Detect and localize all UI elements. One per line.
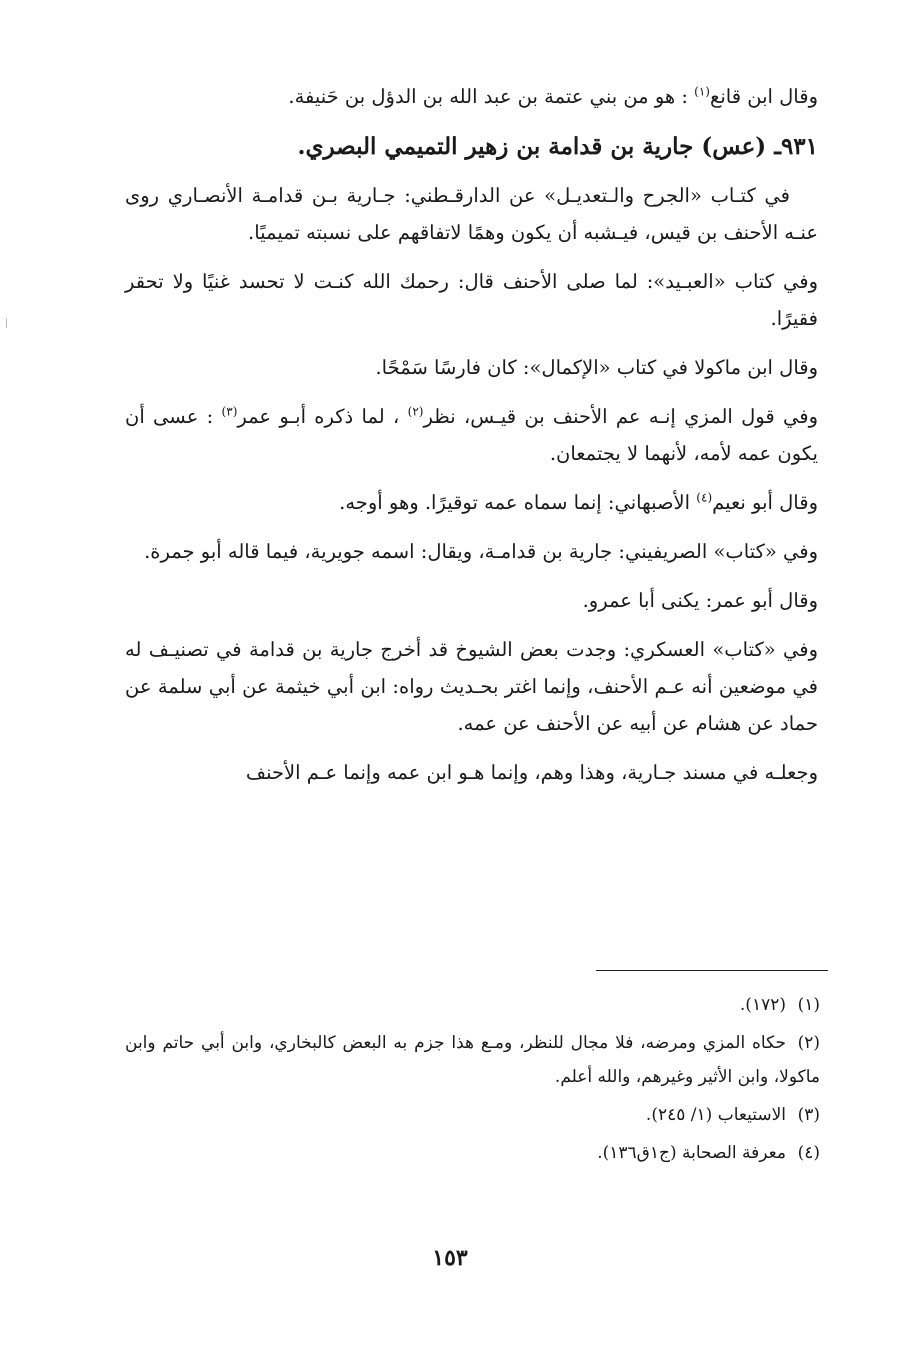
paragraph-abu-umar: وقال أبو عمر: يكنى أبا عمرو. (582, 589, 818, 612)
paragraph-ibn-makula: وقال ابن ماكولا في كتاب «الإكمال»: كان فارسًا سَمْحًا. (375, 356, 818, 379)
footnote-ref-3: (٣) (221, 404, 238, 419)
main-text (125, 78, 818, 803)
paragraph-askari: وفي «كتاب» العسكري: وجدت بعض الشيوخ قد أخرج جارية بن قدامة في تصنيـف له في موضعين أنه عـم الأحنف، وإنما اغتر بحـديث رواه: ابن أبي خيثمة عن أبي سلمة عن حماد عن هشام عن أبيه عن الأحنف عن عمه. (125, 638, 818, 735)
footnote-3 (125, 1098, 820, 1132)
footnote-text: الاستيعاب (١/ ٢٤٥). (645, 1105, 786, 1125)
paragraph-mizzi (125, 398, 818, 472)
paragraph-sarifini: وفي «كتاب» الصريفيني: جارية بن قدامـة، ويقال: اسمه جويرية، فيما قاله أبو جمرة. (144, 540, 818, 563)
paragraph-text: : هو من بني عتمة بن عبد الله بن الدؤل بن حَنيفة. (288, 85, 695, 108)
footnote-divider (596, 970, 828, 971)
paragraph-kitab-abid: وفي كتاب «العبـيد»: لما صلى الأحنف قال: رحمك الله كنـت لا تحسد غنيًا ولا تحقر فقيرًا. (125, 270, 818, 330)
footnote-4 (125, 1136, 820, 1170)
footnote-2 (125, 1026, 820, 1094)
footnote-number: (١) (797, 995, 820, 1015)
paragraph-text: وفي قول المزي إنـه عم الأحنف بن قيـس، نظر (423, 405, 819, 428)
paragraph-text: وقال أبو نعيم (712, 491, 818, 514)
footnote-number: (٣) (797, 1105, 820, 1125)
footnote-ref-2: (٢) (407, 404, 424, 419)
paragraph-text: وقال ابن قانع (709, 85, 818, 108)
footnote-ref-4: (٤) (696, 490, 713, 505)
paragraph-musnad: وجعلـه في مسند جـارية، وهذا وهم، وإنما هـو ابن عمه وإنما عـم الأحنف (245, 761, 818, 784)
paragraph-ibn-qani (125, 78, 818, 115)
page-number: ١٥٣ (432, 1245, 468, 1271)
paragraph-text: الأصبهاني: إنما سماه عمه توقيرًا. وهو أوجه. (339, 491, 697, 514)
paragraph-text: : عسى أن يكون عمه لأمه، لأنهما لا يجتمعان. (125, 405, 818, 465)
scan-edge-mark (6, 318, 7, 328)
footnote-text: (١٧٢). (739, 995, 786, 1015)
footnote-text: معرفة الصحابة (ج١ق١٣٦). (597, 1143, 786, 1163)
footnote-1 (125, 988, 820, 1022)
paragraph-abu-nuaym (125, 484, 818, 521)
footnote-text: حكاه المزي ومرضه، فلا مجال للنظر، ومـع هذا جزم به البعض كالبخاري، وابن أبي حاتم وابن ماكولا، وابن الأثير وغيرهم، والله أعلم. (125, 1033, 820, 1087)
entry-heading: ٩٣١ـ (عس) جارية بن قدامة بن زهير التميمي البصري. (297, 133, 818, 160)
footnotes (125, 988, 820, 1174)
footnote-number: (٤) (797, 1143, 820, 1163)
paragraph-text: ، لما ذكره أبـو عمر (237, 405, 408, 428)
paragraph-jarh-tadil: في كتـاب «الجرح والـتعديـل» عن الدارقـطني: جـارية بـن قدامـة الأنصـاري روى عنـه الأحنف بن قيس، فيـشبه أن يكون وهمًا لاتفاقهم على نسبته تميميًا. (125, 184, 818, 244)
footnote-ref-1: (١) (694, 84, 710, 99)
footnote-number: (٢) (797, 1033, 820, 1053)
